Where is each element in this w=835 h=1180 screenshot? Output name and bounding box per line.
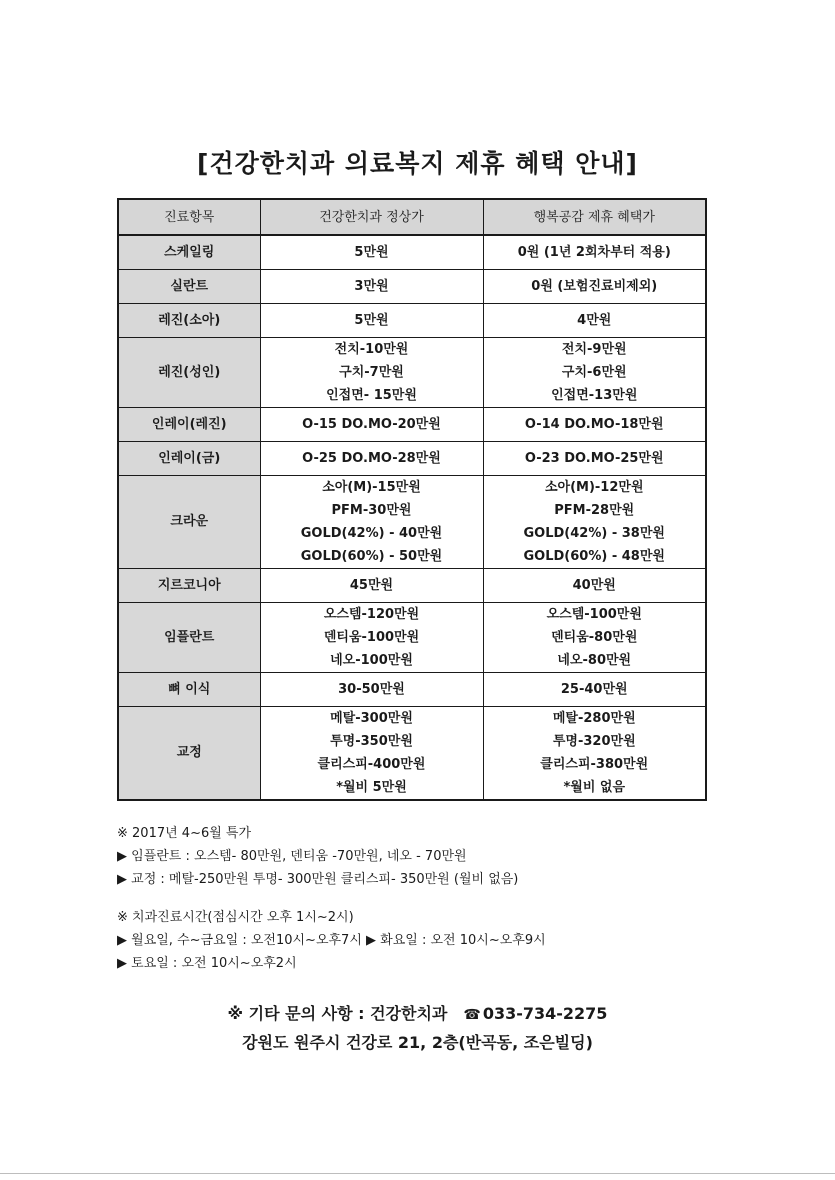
treatment-item: 인레이(금) [118, 441, 260, 475]
hours-heading: ※ 치과진료시간(점심시간 오후 1시~2시) [117, 910, 354, 925]
treatment-item: 레진(소아) [118, 303, 260, 337]
regular-price: 네오-100만원 [330, 652, 413, 668]
benefit-price: 25-40만원 [560, 681, 628, 697]
benefit-price: O-14 DO.MO-18만원 [524, 416, 664, 432]
benefit-table [117, 198, 707, 801]
benefit-price-cell [483, 602, 706, 672]
benefit-price-cell [483, 441, 706, 475]
treatment-item: 스케일링 [118, 235, 260, 269]
regular-price-cell [260, 568, 483, 602]
address: 강원도 원주시 건강로 21, 2층(반곡동, 조은빌딩) [242, 1033, 593, 1052]
contact-line [0, 1000, 835, 1029]
table-row [118, 303, 706, 337]
hours-weekdays: ▶ 월요일, 수~금요일 : 오전10시~오후7시 ▶ 화요일 : 오전 10시~오후9시 [117, 933, 546, 948]
benefit-price-cell [483, 407, 706, 441]
benefit-price: PFM-28만원 [554, 502, 635, 518]
regular-price-cell [260, 337, 483, 407]
inquiry-text: ※ 기타 문의 사항 : 건강한치과 [227, 1004, 448, 1023]
regular-price-cell [260, 672, 483, 706]
regular-price: 투명-350만원 [330, 733, 413, 749]
benefit-price: *월비 없음 [563, 779, 626, 795]
table-row [118, 602, 706, 672]
benefit-price: 인접면-13만원 [551, 387, 638, 403]
hours-saturday: ▶ 토요일 : 오전 10시~오후2시 [117, 956, 297, 971]
regular-price: 소아(M)-15만원 [322, 479, 421, 495]
regular-price-cell [260, 407, 483, 441]
treatment-item: 인레이(레진) [118, 407, 260, 441]
phone-number: 033-734-2275 [482, 1004, 608, 1023]
benefit-price-cell [483, 706, 706, 800]
special-offer-implant: ▶ 임플란트 : 오스템- 80만원, 덴티움 -70만원, 네오 - 70만원 [117, 849, 467, 864]
benefit-price: GOLD(60%) - 48만원 [523, 548, 665, 564]
benefit-price-cell [483, 269, 706, 303]
page-title: [건강한치과 의료복지 제휴 혜택 안내] [197, 149, 638, 178]
special-offer-orthodontics: ▶ 교정 : 메탈-250만원 투명- 300만원 클리스피- 350만원 (월비 없음) [117, 872, 519, 887]
benefit-price: 클리스피-380만원 [540, 756, 649, 772]
regular-price: 구치-7만원 [339, 364, 404, 380]
benefit-price: 0원 (1년 2회차부터 적용) [517, 244, 671, 260]
regular-price: PFM-30만원 [331, 502, 412, 518]
regular-price-cell [260, 441, 483, 475]
table-row [118, 441, 706, 475]
regular-price-cell [260, 602, 483, 672]
benefit-price: 4만원 [577, 312, 612, 328]
table-row [118, 568, 706, 602]
benefit-price: 구치-6만원 [561, 364, 627, 380]
contact-section [0, 1000, 835, 1057]
regular-price: 3만원 [354, 278, 389, 294]
phone-icon: ☎ [463, 1007, 481, 1023]
table-row [118, 269, 706, 303]
benefit-price: 덴티움-80만원 [551, 629, 638, 645]
regular-price: 45만원 [349, 577, 394, 593]
treatment-item: 뼈 이식 [118, 672, 260, 706]
table-row [118, 672, 706, 706]
benefit-price: O-23 DO.MO-25만원 [524, 450, 664, 466]
regular-price: 메탈-300만원 [330, 710, 413, 726]
treatment-item: 크라운 [118, 475, 260, 568]
column-header-benefit: 행복공감 제휴 혜택가 [483, 199, 706, 235]
treatment-item: 지르코니아 [118, 568, 260, 602]
table-row [118, 706, 706, 800]
benefit-price: 오스템-100만원 [546, 606, 642, 622]
benefit-price: 전치-9만원 [561, 341, 627, 357]
treatment-item: 레진(성인) [118, 337, 260, 407]
regular-price: 5만원 [354, 312, 389, 328]
benefit-price: GOLD(42%) - 38만원 [523, 525, 665, 541]
regular-price: 클리스피-400만원 [317, 756, 426, 772]
benefit-price-cell [483, 475, 706, 568]
regular-price: *월비 5만원 [336, 779, 407, 795]
special-offer-heading: ※ 2017년 4~6월 특가 [117, 826, 252, 841]
table-row [118, 337, 706, 407]
column-header-item: 진료항목 [118, 199, 260, 235]
regular-price: O-15 DO.MO-20만원 [302, 416, 441, 432]
benefit-price: 네오-80만원 [557, 652, 632, 668]
regular-price: O-25 DO.MO-28만원 [302, 450, 441, 466]
benefit-price: 투명-320만원 [552, 733, 636, 749]
benefit-price: 40만원 [572, 577, 616, 593]
treatment-item: 임플란트 [118, 602, 260, 672]
column-header-regular: 건강한치과 정상가 [260, 199, 483, 235]
regular-price: 30-50만원 [338, 681, 405, 697]
regular-price: GOLD(42%) - 40만원 [300, 525, 443, 541]
regular-price-cell [260, 475, 483, 568]
benefit-price-cell [483, 303, 706, 337]
regular-price-cell [260, 303, 483, 337]
treatment-item: 실란트 [118, 269, 260, 303]
benefit-price: 0원 (보험진료비제외) [531, 278, 658, 294]
regular-price: 인접면- 15만원 [326, 387, 417, 403]
regular-price-cell [260, 235, 483, 269]
benefit-price-cell [483, 235, 706, 269]
regular-price: 오스템-120만원 [323, 606, 420, 622]
regular-price: 5만원 [354, 244, 389, 260]
regular-price: 전치-10만원 [334, 341, 409, 357]
regular-price: 덴티움-100만원 [323, 629, 420, 645]
benefit-price-cell [483, 568, 706, 602]
scan-edge-line [0, 1173, 835, 1174]
notes-section [117, 822, 737, 975]
regular-price-cell [260, 706, 483, 800]
benefit-price: 메탈-280만원 [552, 710, 636, 726]
table-row [118, 407, 706, 441]
treatment-item: 교정 [118, 706, 260, 800]
benefit-price: 소아(M)-12만원 [544, 479, 644, 495]
table-row [118, 475, 706, 568]
benefit-price-cell [483, 337, 706, 407]
regular-price: GOLD(60%) - 50만원 [300, 548, 443, 564]
table-header-row [118, 199, 706, 235]
benefit-price-cell [483, 672, 706, 706]
regular-price-cell [260, 269, 483, 303]
table-body [118, 235, 706, 800]
table-row [118, 235, 706, 269]
